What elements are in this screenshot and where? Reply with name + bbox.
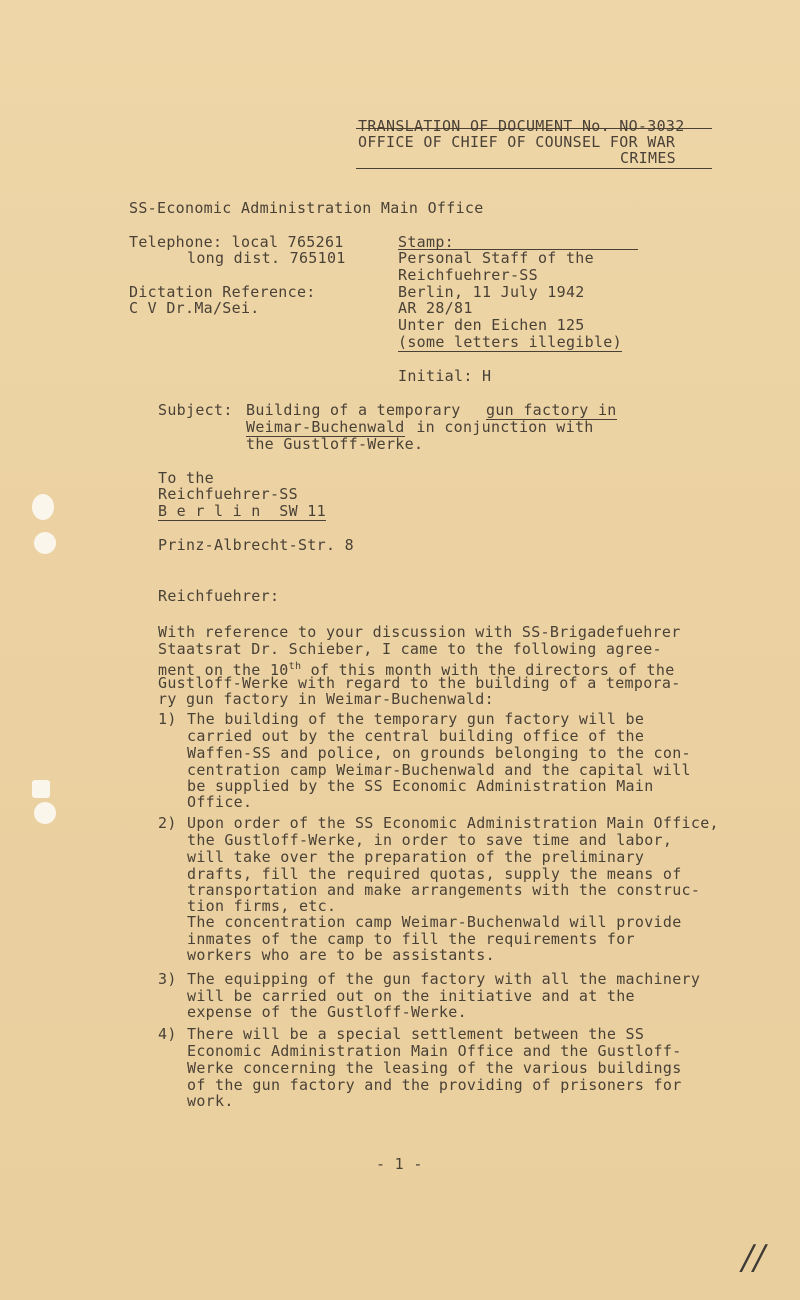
stamp-label: Stamp: bbox=[398, 233, 454, 251]
item-4-line: work. bbox=[187, 1092, 234, 1110]
item-2-line: inmates of the camp to fill the requirements for bbox=[187, 930, 635, 948]
item-1-number: 1) bbox=[158, 710, 177, 728]
recipient-to: To the bbox=[158, 469, 214, 487]
telephone-long-dist: long dist. 765101 bbox=[187, 249, 346, 267]
item-2-line: Upon order of the SS Economic Administration Main Office, bbox=[187, 814, 719, 832]
item-4-line: of the gun factory and the providing of prisoners for bbox=[187, 1076, 682, 1094]
item-1-line: Office. bbox=[187, 793, 253, 811]
telephone-local: Telephone: local 765261 bbox=[129, 233, 344, 251]
org-title: SS-Economic Administration Main Office bbox=[129, 199, 484, 217]
intro-line-4: Gustloff-Werke with regard to the building of a tempora- bbox=[158, 674, 681, 692]
recipient-city: B e r l i n SW 11 bbox=[158, 502, 326, 520]
recipient-name: Reichfuehrer-SS bbox=[158, 485, 298, 503]
stamp-line-1: Personal Staff of the bbox=[398, 249, 594, 267]
header-line-1: TRANSLATION OF DOCUMENT No. NO-3032 bbox=[358, 117, 685, 135]
item-2-line: drafts, fill the required quotas, supply the means of bbox=[187, 865, 682, 883]
item-4-line: There will be a special settlement between the SS bbox=[187, 1025, 645, 1043]
page-number: - 1 - bbox=[376, 1155, 423, 1173]
item-2-line: transportation and make arrangements with the construc- bbox=[187, 881, 701, 899]
intro-line-5: ry gun factory in Weimar-Buchenwald: bbox=[158, 690, 494, 708]
punch-hole-bottom-upper bbox=[32, 780, 50, 798]
item-2-number: 2) bbox=[158, 814, 177, 832]
header-line-3: CRIMES bbox=[620, 149, 676, 167]
punch-hole-bottom-lower bbox=[34, 802, 56, 824]
item-1-line: be supplied by the SS Economic Administration Main bbox=[187, 777, 654, 795]
item-4-line: Werke concerning the leasing of the various buildings bbox=[187, 1059, 682, 1077]
item-2-line: The concentration camp Weimar-Buchenwald will provide bbox=[187, 913, 682, 931]
item-1-line: The building of the temporary gun factory will be bbox=[187, 710, 645, 728]
subject-line-2a: Weimar-Buchenwald bbox=[246, 418, 405, 436]
initial: Initial: H bbox=[398, 367, 492, 385]
subject-line-1b: gun factory in bbox=[486, 401, 617, 419]
dictation-reference-value: C V Dr.Ma/Sei. bbox=[129, 299, 260, 317]
item-2-line: will take over the preparation of the preliminary bbox=[187, 848, 645, 866]
punch-hole-top-upper bbox=[32, 494, 54, 520]
dictation-reference-label: Dictation Reference: bbox=[129, 283, 316, 301]
subject-line-3: the Gustloff-Werke. bbox=[246, 435, 424, 453]
recipient-street: Prinz-Albrecht-Str. 8 bbox=[158, 536, 354, 554]
header-rule-top bbox=[356, 128, 712, 129]
item-1-line: carried out by the central building office of the bbox=[187, 727, 645, 745]
subject-line-1a: Building of a temporary bbox=[246, 401, 470, 419]
item-3-number: 3) bbox=[158, 970, 177, 988]
stamp-reference: AR 28/81 bbox=[398, 299, 473, 317]
item-2-line: tion firms, etc. bbox=[187, 897, 337, 915]
intro-line-1: With reference to your discussion with SS-Brigadefuehrer bbox=[158, 623, 681, 641]
stamp-date: Berlin, 11 July 1942 bbox=[398, 283, 585, 301]
margin-mark: // bbox=[742, 1238, 766, 1278]
salutation: Reichfuehrer: bbox=[158, 587, 280, 605]
header-line-2: OFFICE OF CHIEF OF COUNSEL FOR WAR bbox=[358, 133, 676, 151]
punch-hole-top-lower bbox=[34, 532, 56, 554]
item-4-number: 4) bbox=[158, 1025, 177, 1043]
item-1-line: centration camp Weimar-Buchenwald and the capital will bbox=[187, 761, 691, 779]
item-3-line: expense of the Gustloff-Werke. bbox=[187, 1003, 467, 1021]
item-3-line: The equipping of the gun factory with all the machinery bbox=[187, 970, 701, 988]
intro-line-3-sup: th bbox=[288, 661, 302, 672]
stamp-address: Unter den Eichen 125 bbox=[398, 316, 585, 334]
intro-line-3-rest: of this month with the directors of the bbox=[310, 661, 675, 679]
item-4-line: Economic Administration Main Office and the Gustloff- bbox=[187, 1042, 682, 1060]
item-2-line: the Gustloff-Werke, in order to save time and labor, bbox=[187, 831, 673, 849]
header-rule-bottom bbox=[356, 168, 712, 169]
intro-line-2: Staatsrat Dr. Schieber, I came to the following agree- bbox=[158, 640, 662, 658]
subject-line-2b: in conjunction with bbox=[407, 418, 594, 436]
item-2-line: workers who are to be assistants. bbox=[187, 946, 495, 964]
stamp-note: (some letters illegible) bbox=[398, 333, 622, 351]
item-1-line: Waffen-SS and police, on grounds belonging to the con- bbox=[187, 744, 691, 762]
intro-line-3-prefix: ment on the 10 bbox=[158, 661, 289, 679]
subject-label: Subject: bbox=[158, 401, 242, 419]
stamp-line-2: Reichfuehrer-SS bbox=[398, 266, 538, 284]
item-3-line: will be carried out on the initiative and at the bbox=[187, 987, 635, 1005]
